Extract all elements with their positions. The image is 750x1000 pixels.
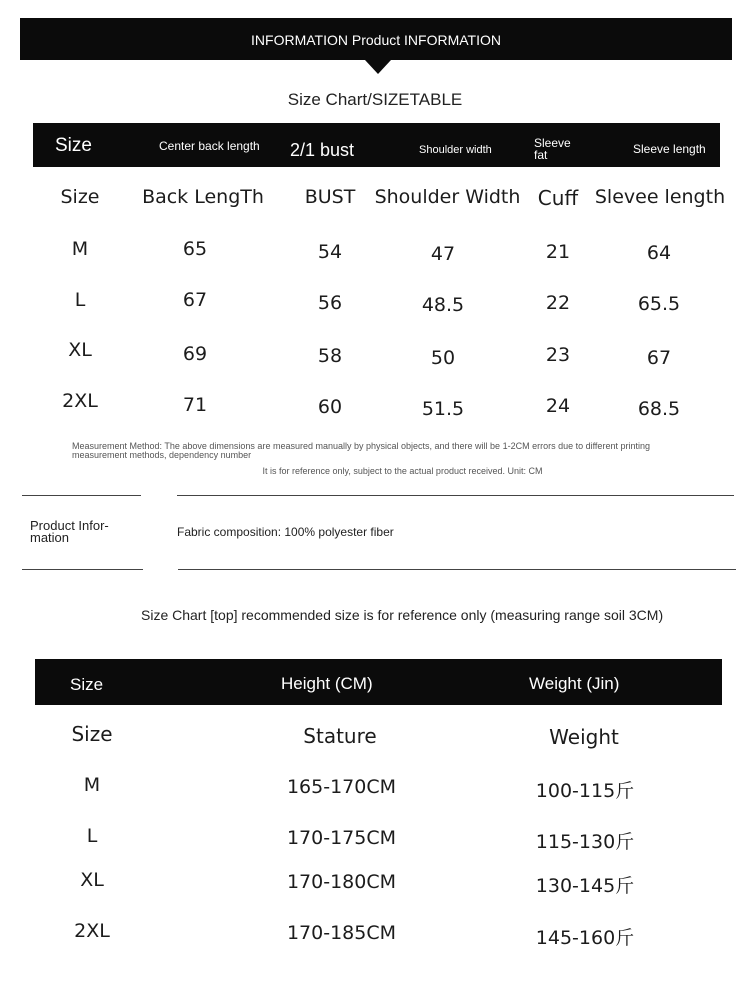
header-height: Height (CM) [281,674,373,693]
row-back-length: 71 [182,394,208,416]
header-size: Size [55,135,92,156]
row-weight: 130-145斤 [535,875,635,897]
subheader-weight: Weight [549,725,619,749]
subheader-size: Size [71,722,113,746]
header-sleeve-fat: Sleeve fat [534,136,571,162]
recommend-chart-title: Size Chart [top] recommended size is for reference only (measuring range soil 3CM) [141,607,664,623]
row-cuff: 22 [545,292,571,314]
header-size: Size [70,675,104,694]
banner-title: INFORMATION Product INFORMATION [251,32,501,48]
banner-arrow-icon [365,60,391,74]
header-weight: Weight (Jin) [529,674,620,693]
row-shoulder: 47 [430,243,456,265]
size-chart-title: Size Chart/SIZETABLE [287,90,463,109]
recommend-chart-header [35,659,722,705]
row-sleeve: 68.5 [637,398,681,420]
row-size: 2XL [62,390,98,412]
row-bust: 60 [317,396,343,418]
row-back-length: 65 [182,238,208,260]
row-sleeve: 65.5 [637,293,681,315]
product-info-label [30,520,109,544]
row-back-length: 69 [182,343,208,365]
row-bust: 56 [317,292,343,314]
row-size: 2XL [74,920,110,942]
subheader-sleeve-length: Slevee length [594,186,726,208]
row-shoulder: 50 [430,347,456,369]
divider [178,569,736,570]
row-weight: 115-130斤 [535,831,635,853]
subheader-shoulder-width: Shoulder Width [374,186,521,208]
measurement-note: Measurement Method: The above dimensions are measured manually by physical objects, and there will be 1-2CM errors due to different printing [72,441,650,451]
row-cuff: 23 [545,344,571,366]
header-shoulder-width: Shoulder width [419,144,492,156]
header-bust: 2/1 bust [290,140,355,160]
row-stature: 165-170CM [286,776,397,798]
row-stature: 170-175CM [286,827,397,849]
size-chart-header [33,123,720,167]
divider [177,495,734,496]
row-sleeve: 64 [646,242,672,264]
header-sleeve-length: Sleeve length [633,142,706,156]
row-sleeve: 67 [646,347,672,369]
product-info-label-line1: Product Infor- [30,518,109,533]
row-shoulder: 51.5 [421,398,465,420]
header-center-back-length: Center back length [159,139,260,153]
row-size: L [86,825,98,847]
row-size: XL [80,869,104,891]
product-info-label-line2: mation [30,530,70,545]
row-stature: 170-180CM [286,871,397,893]
row-cuff: 24 [545,395,571,417]
divider [22,495,141,496]
subheader-bust: BUST [304,186,356,208]
subheader-cuff: Cuff [537,186,579,210]
row-weight: 100-115斤 [535,780,635,802]
row-shoulder: 48.5 [421,294,465,316]
row-size: M [71,238,89,260]
measurement-note-cont: measurement methods, dependency number [72,450,252,460]
row-cuff: 21 [545,241,571,263]
info-banner [20,18,732,60]
row-bust: 54 [317,241,343,263]
subheader-size: Size [60,186,100,208]
fabric-composition: Fabric composition: 100% polyester fiber [177,525,394,539]
row-weight: 145-160斤 [535,927,635,949]
subheader-back-length: Back LengTh [142,186,264,208]
row-stature: 170-185CM [286,922,397,944]
row-size: XL [68,339,92,361]
row-size: M [83,774,101,796]
row-back-length: 67 [182,289,208,311]
reference-note: It is for reference only, subject to the actual product received. Unit: CM [262,466,543,476]
size-chart-subheader [0,186,750,216]
subheader-stature: Stature [303,724,377,748]
row-size: L [74,289,86,311]
divider [22,569,143,570]
row-bust: 58 [317,345,343,367]
